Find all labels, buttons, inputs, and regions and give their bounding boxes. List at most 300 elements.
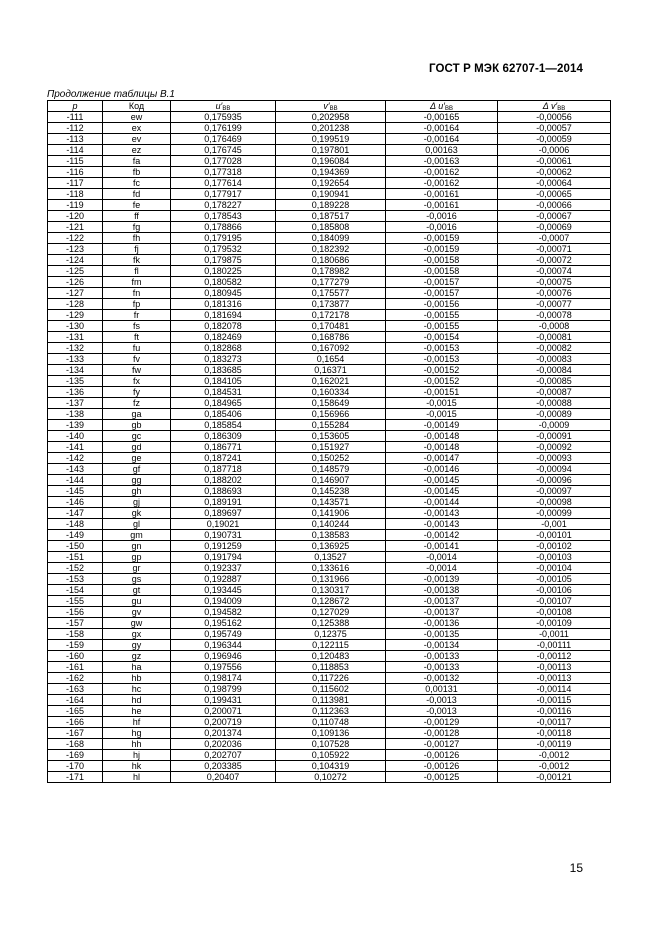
table-row [48,684,611,695]
cell-v: 0,140244 [276,519,386,530]
cell-du: -0,00152 [386,365,498,376]
cell-p: -161 [48,662,103,673]
cell-du: -0,00146 [386,464,498,475]
table-row [48,607,611,618]
cell-u: 0,177917 [171,189,276,200]
cell-du: -0,00157 [386,277,498,288]
cell-v: 0,115602 [276,684,386,695]
table-row [48,464,611,475]
cell-code: fg [103,222,171,233]
cell-p: -115 [48,156,103,167]
table-row [48,431,611,442]
table-row [48,299,611,310]
cell-du: -0,00137 [386,607,498,618]
cell-u: 0,179532 [171,244,276,255]
cell-code: fh [103,233,171,244]
cell-du: -0,00125 [386,772,498,783]
cell-code: gh [103,486,171,497]
table-row [48,200,611,211]
cell-v: 0,187517 [276,211,386,222]
cell-dv: -0,00056 [498,112,611,123]
cell-du: -0,0016 [386,211,498,222]
cell-du: -0,00155 [386,321,498,332]
cell-v: 0,202958 [276,112,386,123]
cell-v: 0,177279 [276,277,386,288]
cell-code: gz [103,651,171,662]
table-row [48,189,611,200]
cell-dv: -0,00092 [498,442,611,453]
cell-dv: -0,0012 [498,761,611,772]
cell-p: -154 [48,585,103,596]
cell-code: gl [103,519,171,530]
table-row [48,772,611,783]
cell-u: 0,199431 [171,695,276,706]
cell-u: 0,188693 [171,486,276,497]
cell-du: -0,00157 [386,288,498,299]
cell-du: -0,00164 [386,134,498,145]
cell-code: ga [103,409,171,420]
table-row [48,541,611,552]
cell-du: 0,00131 [386,684,498,695]
cell-u: 0,195749 [171,629,276,640]
cell-p: -159 [48,640,103,651]
cell-dv: -0,00094 [498,464,611,475]
cell-p: -143 [48,464,103,475]
cell-p: -134 [48,365,103,376]
cell-code: fr [103,310,171,321]
table-row [48,519,611,530]
cell-du: -0,0014 [386,563,498,574]
cell-dv: -0,00107 [498,596,611,607]
cell-du: -0,00154 [386,332,498,343]
cell-u: 0,178866 [171,222,276,233]
cell-code: hc [103,684,171,695]
cell-du: -0,00128 [386,728,498,739]
cell-dv: -0,00077 [498,299,611,310]
column-header-delta-v: Δ $v'_{BB}$ [498,101,611,112]
cell-code: gf [103,464,171,475]
cell-v: 0,12375 [276,629,386,640]
cell-p: -125 [48,266,103,277]
cell-v: 0,130317 [276,585,386,596]
table-header-row [48,101,611,112]
cell-code: fn [103,288,171,299]
cell-du: -0,00162 [386,167,498,178]
cell-dv: -0,00084 [498,365,611,376]
cell-code: ha [103,662,171,673]
cell-v: 0,1654 [276,354,386,365]
cell-u: 0,184965 [171,398,276,409]
cell-p: -142 [48,453,103,464]
cell-dv: -0,00075 [498,277,611,288]
cell-code: ev [103,134,171,145]
cell-du: -0,00134 [386,640,498,651]
column-header-u: $u'_{BB}$ [171,101,276,112]
cell-p: -119 [48,200,103,211]
cell-u: 0,177318 [171,167,276,178]
cell-dv: -0,00117 [498,717,611,728]
cell-dv: -0,00116 [498,706,611,717]
cell-du: -0,00135 [386,629,498,640]
cell-p: -133 [48,354,103,365]
cell-v: 0,199519 [276,134,386,145]
cell-u: 0,181316 [171,299,276,310]
cell-v: 0,117226 [276,673,386,684]
cell-p: -131 [48,332,103,343]
cell-v: 0,153605 [276,431,386,442]
cell-v: 0,189228 [276,200,386,211]
cell-p: -162 [48,673,103,684]
cell-u: 0,200719 [171,717,276,728]
cell-p: -127 [48,288,103,299]
cell-v: 0,184099 [276,233,386,244]
cell-dv: -0,00065 [498,189,611,200]
cell-code: fy [103,387,171,398]
cell-du: -0,00132 [386,673,498,684]
cell-p: -166 [48,717,103,728]
cell-u: 0,196946 [171,651,276,662]
cell-dv: -0,00071 [498,244,611,255]
table-row [48,629,611,640]
page-number: 15 [569,861,583,875]
cell-du: -0,00148 [386,431,498,442]
cell-code: fj [103,244,171,255]
table-row [48,321,611,332]
table-row [48,508,611,519]
cell-dv: -0,00108 [498,607,611,618]
table-row [48,222,611,233]
cell-p: -139 [48,420,103,431]
cell-u: 0,180582 [171,277,276,288]
cell-p: -160 [48,651,103,662]
cell-p: -120 [48,211,103,222]
cell-code: hd [103,695,171,706]
cell-dv: -0,00119 [498,739,611,750]
cell-dv: -0,00074 [498,266,611,277]
cell-code: gv [103,607,171,618]
cell-u: 0,185854 [171,420,276,431]
cell-du: -0,00141 [386,541,498,552]
cell-code: fk [103,255,171,266]
cell-u: 0,187718 [171,464,276,475]
table-row [48,354,611,365]
table-row [48,673,611,684]
cell-du: -0,0016 [386,222,498,233]
cell-code: hh [103,739,171,750]
table-row [48,167,611,178]
cell-v: 0,201238 [276,123,386,134]
cell-dv: -0,0012 [498,750,611,761]
cell-p: -145 [48,486,103,497]
cell-du: -0,00159 [386,244,498,255]
table-body [48,112,611,783]
cell-u: 0,197556 [171,662,276,673]
cell-du: -0,00136 [386,618,498,629]
cell-v: 0,133616 [276,563,386,574]
cell-v: 0,185808 [276,222,386,233]
table-row [48,310,611,321]
cell-dv: -0,00096 [498,475,611,486]
cell-p: -126 [48,277,103,288]
cell-u: 0,194582 [171,607,276,618]
cell-u: 0,184105 [171,376,276,387]
cell-u: 0,183273 [171,354,276,365]
cell-dv: -0,0011 [498,629,611,640]
table-row [48,233,611,244]
cell-v: 0,151927 [276,442,386,453]
table-row [48,761,611,772]
cell-dv: -0,00113 [498,662,611,673]
cell-du: -0,00133 [386,651,498,662]
cell-dv: -0,00081 [498,332,611,343]
table-row [48,398,611,409]
cell-v: 0,178982 [276,266,386,277]
cell-u: 0,177614 [171,178,276,189]
cell-code: fb [103,167,171,178]
cell-v: 0,141906 [276,508,386,519]
cell-dv: -0,00098 [498,497,611,508]
cell-code: gc [103,431,171,442]
cell-v: 0,175577 [276,288,386,299]
cell-u: 0,202036 [171,739,276,750]
table-row [48,530,611,541]
cell-p: -137 [48,398,103,409]
cell-du: -0,0014 [386,552,498,563]
cell-u: 0,182469 [171,332,276,343]
cell-u: 0,184531 [171,387,276,398]
cell-v: 0,109136 [276,728,386,739]
cell-code: fx [103,376,171,387]
cell-v: 0,127029 [276,607,386,618]
cell-p: -138 [48,409,103,420]
table-row [48,255,611,266]
cell-v: 0,173877 [276,299,386,310]
table-row [48,651,611,662]
cell-dv: -0,00101 [498,530,611,541]
cell-u: 0,180945 [171,288,276,299]
table-row [48,112,611,123]
cell-du: -0,00126 [386,761,498,772]
cell-u: 0,203385 [171,761,276,772]
cell-code: fu [103,343,171,354]
cell-p: -149 [48,530,103,541]
cell-u: 0,180225 [171,266,276,277]
cell-du: -0,00145 [386,475,498,486]
cell-v: 0,192654 [276,178,386,189]
cell-code: gw [103,618,171,629]
table-row [48,244,611,255]
cell-du: -0,00163 [386,156,498,167]
cell-p: -151 [48,552,103,563]
column-header-code: Код [103,101,171,112]
cell-code: fc [103,178,171,189]
cell-code: gp [103,552,171,563]
cell-du: -0,00148 [386,442,498,453]
cell-dv: -0,00082 [498,343,611,354]
cell-du: -0,00155 [386,310,498,321]
cell-dv: -0,00072 [498,255,611,266]
table-row [48,706,611,717]
table-row [48,640,611,651]
cell-code: gu [103,596,171,607]
cell-p: -158 [48,629,103,640]
cell-code: gj [103,497,171,508]
table-row [48,376,611,387]
cell-p: -111 [48,112,103,123]
cell-u: 0,182078 [171,321,276,332]
cell-p: -130 [48,321,103,332]
cell-code: fz [103,398,171,409]
cell-du: -0,00165 [386,112,498,123]
cell-dv: -0,00102 [498,541,611,552]
cell-code: hl [103,772,171,783]
column-header-delta-u: Δ $u'_{BB}$ [386,101,498,112]
table-row [48,453,611,464]
cell-p: -164 [48,695,103,706]
cell-u: 0,201374 [171,728,276,739]
cell-p: -168 [48,739,103,750]
table-row [48,596,611,607]
cell-du: -0,00139 [386,574,498,585]
cell-dv: -0,00076 [498,288,611,299]
cell-v: 0,136925 [276,541,386,552]
cell-p: -156 [48,607,103,618]
table-row [48,178,611,189]
cell-code: fw [103,365,171,376]
cell-dv: -0,00091 [498,431,611,442]
cell-code: gd [103,442,171,453]
cell-p: -135 [48,376,103,387]
cell-code: gg [103,475,171,486]
cell-dv: -0,00089 [498,409,611,420]
cell-du: -0,00158 [386,255,498,266]
cell-code: gs [103,574,171,585]
cell-u: 0,198174 [171,673,276,684]
cell-du: -0,00126 [386,750,498,761]
cell-code: fv [103,354,171,365]
cell-u: 0,176469 [171,134,276,145]
cell-p: -144 [48,475,103,486]
cell-du: -0,00164 [386,123,498,134]
cell-du: -0,00151 [386,387,498,398]
table-row [48,420,611,431]
cell-p: -129 [48,310,103,321]
cell-dv: -0,00099 [498,508,611,519]
cell-v: 0,155284 [276,420,386,431]
table-row [48,585,611,596]
cell-dv: -0,0006 [498,145,611,156]
cell-v: 0,104319 [276,761,386,772]
cell-du: -0,00145 [386,486,498,497]
cell-u: 0,178227 [171,200,276,211]
cell-code: gn [103,541,171,552]
cell-v: 0,148579 [276,464,386,475]
cell-dv: -0,0008 [498,321,611,332]
cell-du: -0,00158 [386,266,498,277]
cell-du: -0,00161 [386,189,498,200]
cell-dv: -0,00103 [498,552,611,563]
table-row [48,442,611,453]
cell-p: -123 [48,244,103,255]
cell-v: 0,158649 [276,398,386,409]
table-row [48,156,611,167]
cell-dv: -0,00097 [498,486,611,497]
cell-dv: -0,00057 [498,123,611,134]
cell-dv: -0,00067 [498,211,611,222]
cell-code: gx [103,629,171,640]
cell-p: -118 [48,189,103,200]
cell-dv: -0,00104 [498,563,611,574]
cell-u: 0,175935 [171,112,276,123]
cell-code: hb [103,673,171,684]
cell-du: -0,00144 [386,497,498,508]
cell-p: -117 [48,178,103,189]
cell-u: 0,181694 [171,310,276,321]
cell-dv: -0,00078 [498,310,611,321]
cell-dv: -0,00061 [498,156,611,167]
cell-p: -122 [48,233,103,244]
cell-p: -136 [48,387,103,398]
cell-dv: -0,00083 [498,354,611,365]
table-row [48,134,611,145]
cell-du: -0,00156 [386,299,498,310]
table-row [48,750,611,761]
cell-u: 0,190731 [171,530,276,541]
cell-u: 0,202707 [171,750,276,761]
cell-u: 0,187241 [171,453,276,464]
cell-dv: -0,00115 [498,695,611,706]
cell-p: -167 [48,728,103,739]
cell-dv: -0,00114 [498,684,611,695]
cell-v: 0,150252 [276,453,386,464]
cell-v: 0,138583 [276,530,386,541]
cell-v: 0,118853 [276,662,386,673]
cell-v: 0,112363 [276,706,386,717]
cell-dv: -0,00087 [498,387,611,398]
cell-v: 0,197801 [276,145,386,156]
cell-du: -0,00142 [386,530,498,541]
cell-p: -170 [48,761,103,772]
cell-v: 0,180686 [276,255,386,266]
table-row [48,211,611,222]
cell-code: fe [103,200,171,211]
cell-code: fa [103,156,171,167]
cell-p: -140 [48,431,103,442]
cell-code: hj [103,750,171,761]
cell-v: 0,145238 [276,486,386,497]
cell-p: -128 [48,299,103,310]
cell-p: -169 [48,750,103,761]
cell-u: 0,193445 [171,585,276,596]
cell-u: 0,192337 [171,563,276,574]
cell-du: -0,00159 [386,233,498,244]
document-header: ГОСТ Р МЭК 62707-1—2014 [429,63,583,75]
cell-code: fl [103,266,171,277]
cell-u: 0,182868 [171,343,276,354]
table-row [48,574,611,585]
cell-v: 0,167092 [276,343,386,354]
cell-code: gb [103,420,171,431]
data-table [47,100,611,783]
table-row [48,475,611,486]
table-caption: Продолжение таблицы В.1 [47,89,175,100]
cell-code: ge [103,453,171,464]
cell-dv: -0,00106 [498,585,611,596]
cell-u: 0,192887 [171,574,276,585]
cell-du: -0,0015 [386,398,498,409]
cell-u: 0,188202 [171,475,276,486]
cell-dv: -0,00113 [498,673,611,684]
